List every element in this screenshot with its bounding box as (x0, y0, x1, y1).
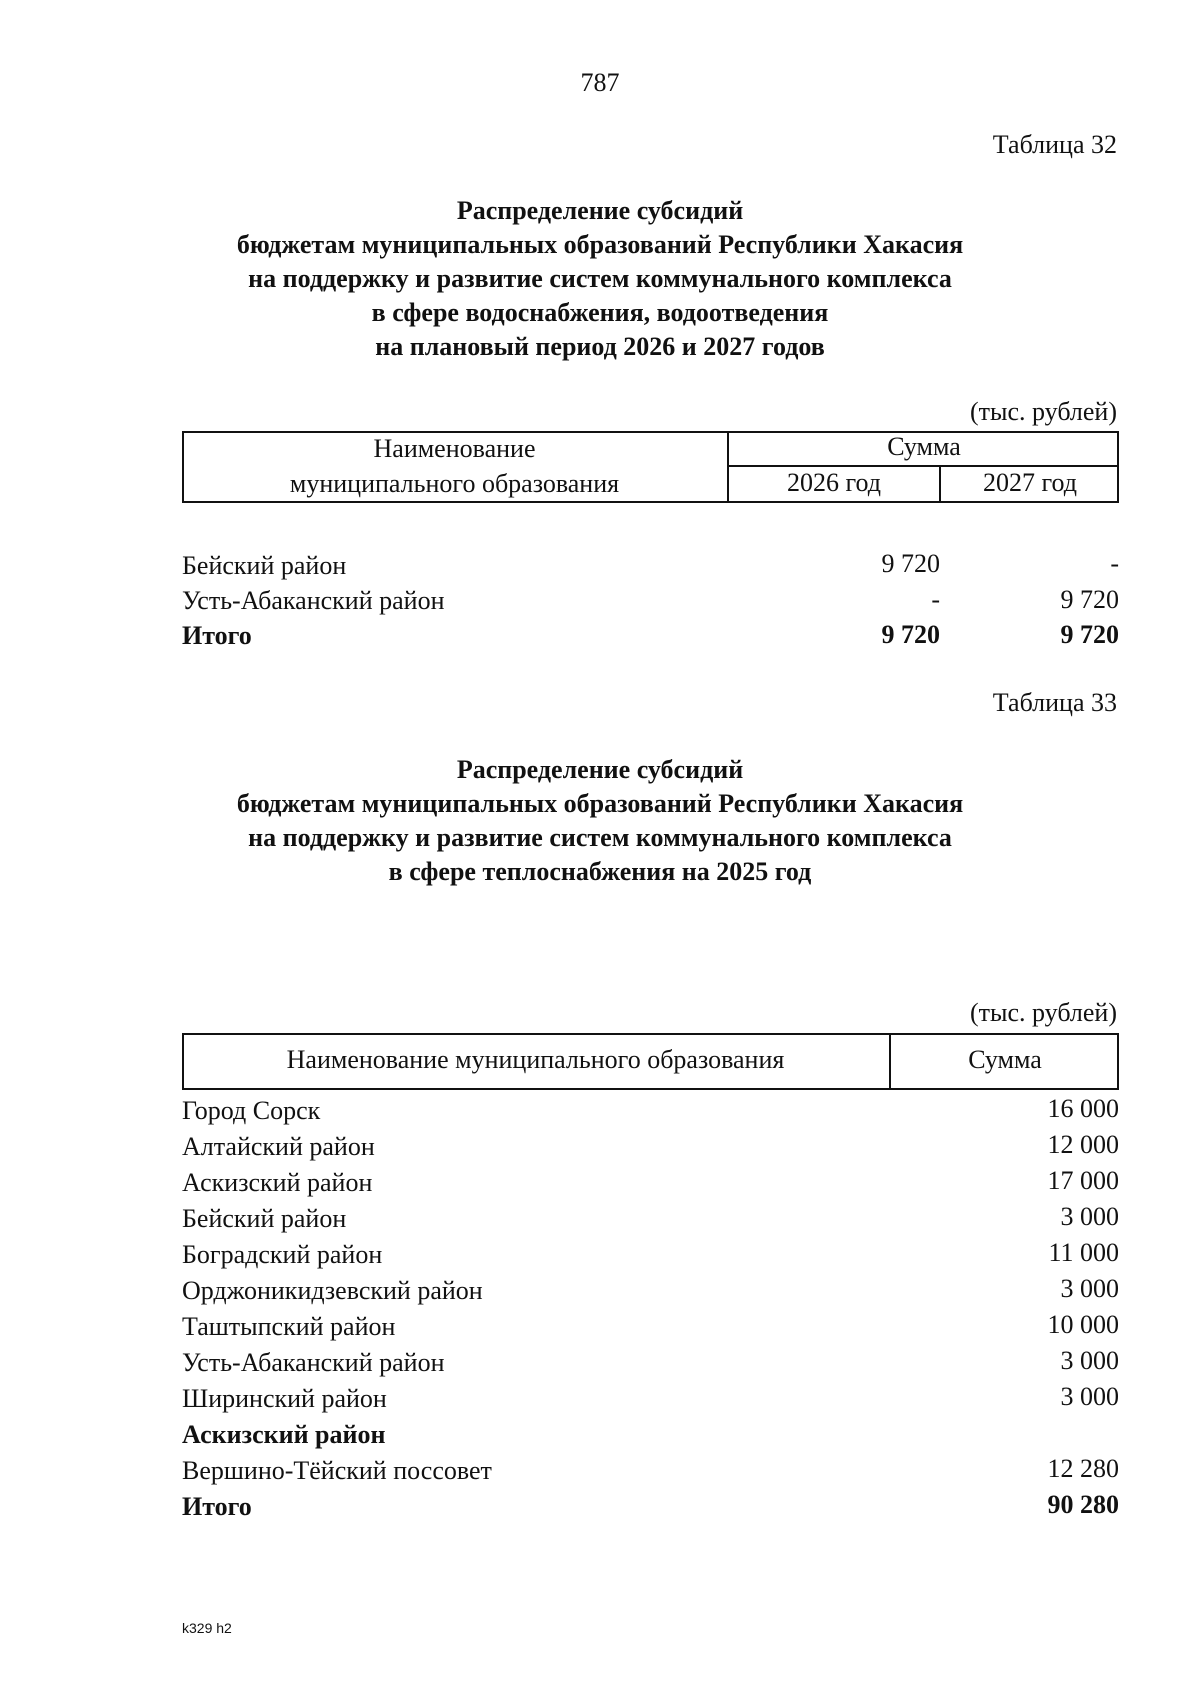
table-row-value-2027: 9 720 (1060, 585, 1119, 614)
table-row-value: 12 280 (1047, 1454, 1119, 1483)
table-32-label: Таблица 32 (992, 130, 1117, 159)
header-year-2026: 2026 год (787, 468, 881, 497)
table-row-name: Алтайский район (182, 1132, 375, 1161)
table-row-value-2027: - (1110, 549, 1119, 578)
table-33-header (182, 1033, 1119, 1090)
table-row-value: 12 000 (1047, 1130, 1119, 1159)
table-32-units: (тыс. рублей) (969, 397, 1117, 426)
table-row-value-2026: 9 720 (881, 549, 940, 578)
table-row-value: 3 000 (1060, 1382, 1119, 1411)
table-row-value: 17 000 (1047, 1166, 1119, 1195)
table-row-name: Усть-Абаканский район (182, 586, 445, 615)
table-32-title (0, 194, 1200, 364)
table-row-name: Усть-Абаканский район (182, 1348, 445, 1377)
header-sum: Сумма (968, 1045, 1042, 1074)
table-33-units: (тыс. рублей) (969, 998, 1117, 1027)
table-33-label: Таблица 33 (992, 688, 1117, 717)
header-name-line1: Наименование (373, 434, 536, 463)
header-year-2027: 2027 год (983, 468, 1077, 497)
table-row-name: Ширинский район (182, 1384, 387, 1413)
title-line: на поддержку и развитие систем коммунального комплекса (248, 264, 952, 293)
table-row-value: 10 000 (1047, 1310, 1119, 1339)
title-line: Распределение субсидий (456, 196, 744, 225)
total-value-2026: 9 720 (881, 620, 940, 649)
table-row-value: 3 000 (1060, 1274, 1119, 1303)
title-line: в сфере теплоснабжения на 2025 год (388, 857, 812, 886)
group-heading: Аскизский район (182, 1420, 386, 1449)
table-row-value: 11 000 (1048, 1238, 1119, 1267)
title-line: бюджетам муниципальных образований Республики Хакасия (236, 230, 964, 259)
table-row-name: Аскизский район (182, 1168, 373, 1197)
title-line: Распределение субсидий (456, 755, 744, 784)
title-line: бюджетам муниципальных образований Республики Хакасия (236, 789, 964, 818)
table-row-name: Бейский район (182, 1204, 347, 1233)
table-row-name: Вершино-Тёйский поссовет (182, 1456, 492, 1485)
page-number: 787 (580, 68, 620, 97)
table-row-value-2026: - (931, 585, 940, 614)
table-row-value: 3 000 (1060, 1346, 1119, 1375)
row-divider (727, 465, 1119, 467)
header-name-line2: муниципального образования (289, 469, 620, 498)
title-line: в сфере водоснабжения, водоотведения (371, 298, 829, 327)
table-row-name: Боградский район (182, 1240, 383, 1269)
table-row-value: 3 000 (1060, 1202, 1119, 1231)
table-row-name: Таштыпский район (182, 1312, 396, 1341)
table-33-title (0, 753, 1200, 889)
table-row-value: 16 000 (1047, 1094, 1119, 1123)
table-32-header (182, 431, 1119, 503)
title-line: на поддержку и развитие систем коммунального комплекса (248, 823, 952, 852)
table-row-name: Бейский район (182, 551, 347, 580)
header-name: Наименование муниципального образования (286, 1045, 785, 1074)
footer-code: k329 h2 (182, 1620, 232, 1636)
header-sum: Сумма (887, 432, 961, 461)
table-row-name: Орджоникидзевский район (182, 1276, 483, 1305)
table-row-name: Город Сорск (182, 1096, 321, 1125)
total-label: Итого (182, 1492, 252, 1521)
title-line: на плановый период 2026 и 2027 годов (375, 332, 825, 361)
total-label: Итого (182, 621, 252, 650)
total-value-2027: 9 720 (1060, 620, 1119, 649)
total-value: 90 280 (1047, 1490, 1119, 1519)
